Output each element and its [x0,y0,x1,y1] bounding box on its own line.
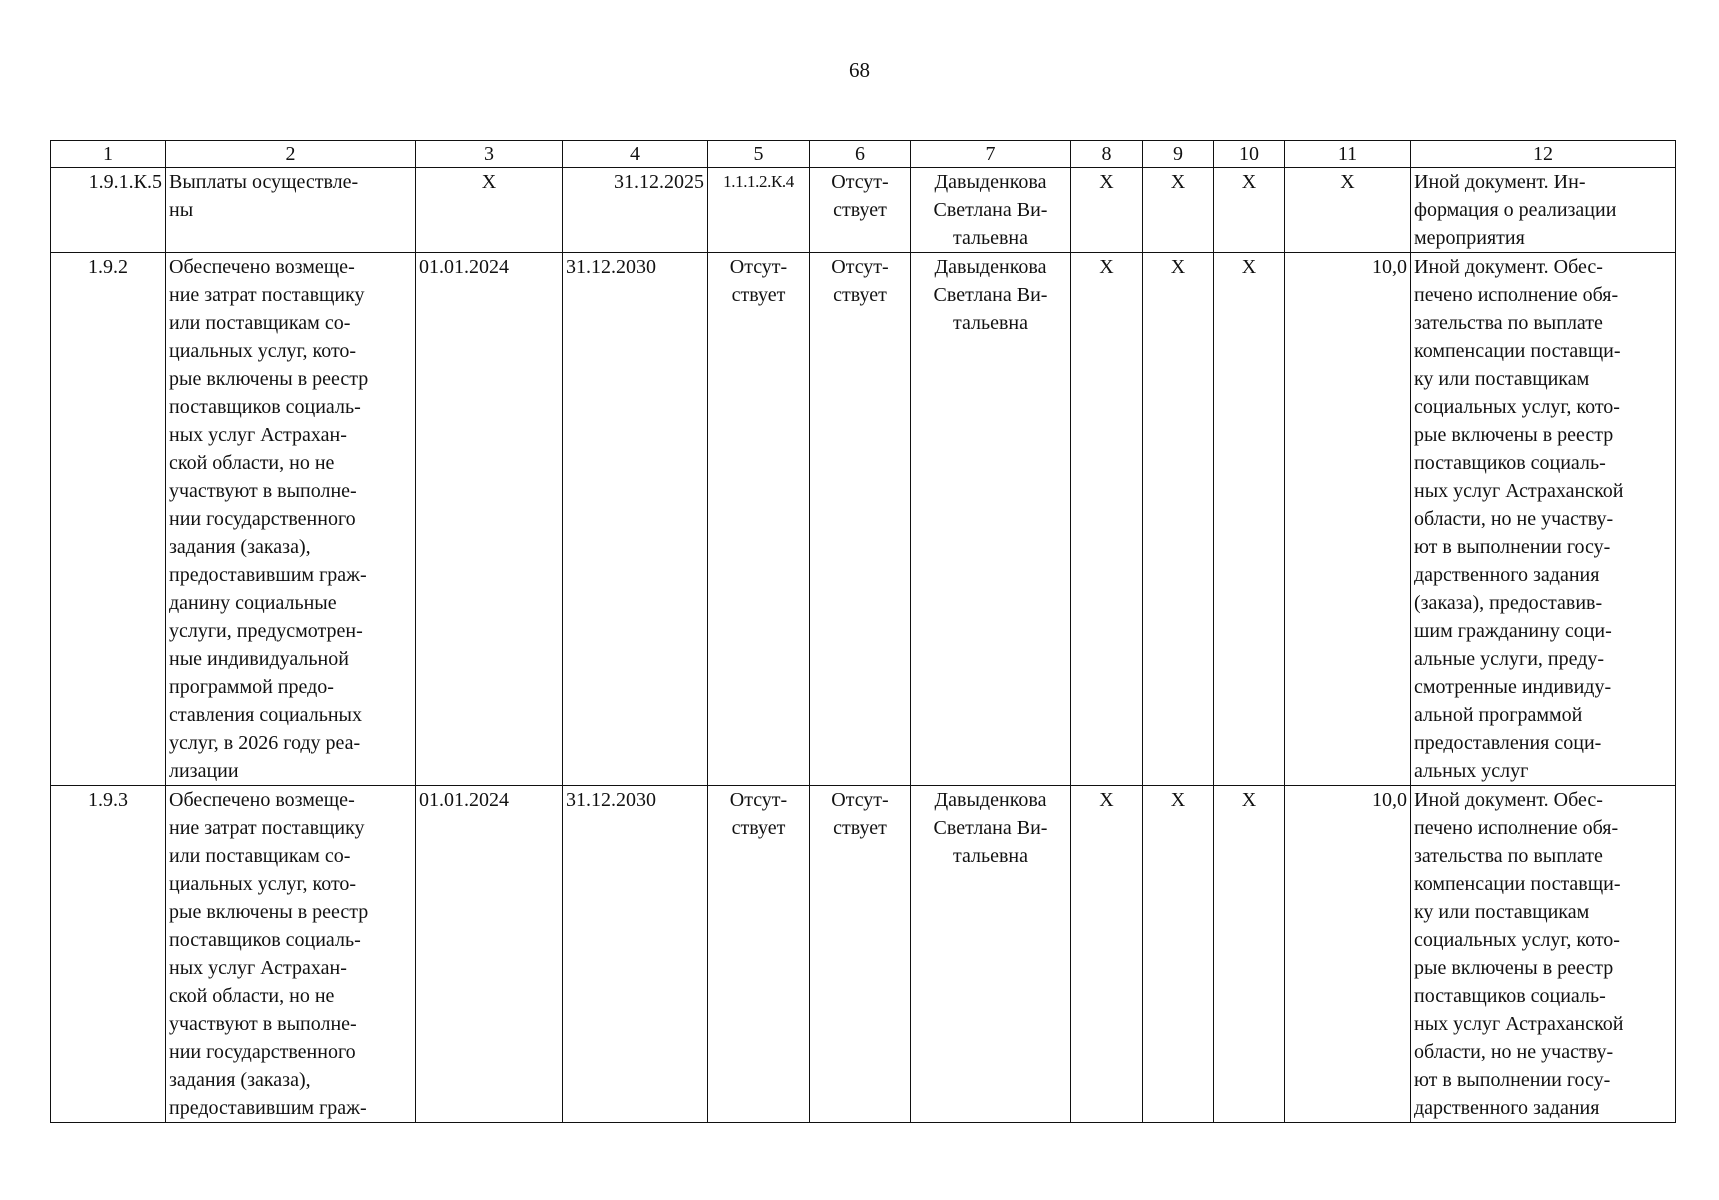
column-6-cell: Отсут- ствует [810,786,911,1123]
column-11-cell: 10,0 [1285,786,1411,1123]
header-cell: 2 [166,141,416,168]
header-cell: 3 [416,141,563,168]
link-cell: Отсут- ствует [708,786,810,1123]
start-date-cell: 01.01.2024 [416,253,563,786]
column-8-cell: Х [1071,253,1143,786]
responsible-cell: Давыденкова Светлана Ви- тальевна [911,253,1071,786]
responsible-cell: Давыденкова Светлана Ви- тальевна [911,786,1071,1123]
page-number: 68 [849,58,870,82]
row-number-cell: 1.9.2 [51,253,166,786]
column-6-cell: Отсут- ствует [810,168,911,253]
link-cell: 1.1.1.2.К.4 [708,168,810,253]
column-8-cell: Х [1071,786,1143,1123]
link-cell: Отсут- ствует [708,253,810,786]
description-cell: Обеспечено возмеще- ние затрат поставщику или поставщикам со- циальных услуг, кото- рые включены в реестр поставщиков социаль- ных услуг Астрахан- ской области, но не участвуют в выполне- нии государственного задания (заказа), предоставившим граж- данину социальные услуги, предусмотрен- ные индивидуальной программой предо- ставления социальных услуг, в 2026 году реа- лизации [166,253,416,786]
column-11-cell: 10,0 [1285,253,1411,786]
column-11-cell: Х [1285,168,1411,253]
row-number-cell: 1.9.1.К.5 [51,168,166,253]
table-row [51,168,1676,253]
header-cell: 9 [1143,141,1214,168]
header-cell: 4 [563,141,708,168]
column-10-cell: Х [1214,253,1285,786]
description-cell: Выплаты осуществле- ны [166,168,416,253]
document-cell: Иной документ. Обес- печено исполнение обя- зательства по выплате компенсации поставщи- ку или поставщикам социальных услуг, кото- рые включены в реестр поставщиков социаль- ных услуг Астраханской области, но не участву- ют в выполнении госу- дарственного задания [1411,786,1676,1123]
header-cell: 7 [911,141,1071,168]
column-10-cell: Х [1214,786,1285,1123]
column-9-cell: Х [1143,168,1214,253]
responsible-cell: Давыденкова Светлана Ви- тальевна [911,168,1071,253]
column-6-cell: Отсут- ствует [810,253,911,786]
header-cell: 11 [1285,141,1411,168]
document-cell: Иной документ. Обес- печено исполнение обя- зательства по выплате компенсации поставщи- ку или поставщикам социальных услуг, кото- рые включены в реестр поставщиков социаль- ных услуг Астраханской области, но не участву- ют в выполнении госу- дарственного задания (заказа), предоставив- шим гражданину соци- альные услуги, преду- смотренные индивиду- альной программой предоставления соци- альных услуг [1411,253,1676,786]
header-cell: 5 [708,141,810,168]
header-cell: 8 [1071,141,1143,168]
column-9-cell: Х [1143,786,1214,1123]
table-header-row [51,141,1676,168]
column-10-cell: Х [1214,168,1285,253]
start-date-cell: Х [416,168,563,253]
end-date-cell: 31.12.2030 [563,786,708,1123]
end-date-cell: 31.12.2030 [563,253,708,786]
table-row [51,253,1676,786]
table-row [51,786,1676,1123]
description-cell: Обеспечено возмеще- ние затрат поставщику или поставщикам со- циальных услуг, кото- рые включены в реестр поставщиков социаль- ных услуг Астрахан- ской области, но не участвуют в выполне- нии государственного задания (заказа), предоставившим граж- [166,786,416,1123]
end-date-cell: 31.12.2025 [563,168,708,253]
start-date-cell: 01.01.2024 [416,786,563,1123]
header-cell: 10 [1214,141,1285,168]
row-number-cell: 1.9.3 [51,786,166,1123]
column-8-cell: Х [1071,168,1143,253]
header-cell: 6 [810,141,911,168]
column-9-cell: Х [1143,253,1214,786]
document-cell: Иной документ. Ин- формация о реализации мероприятия [1411,168,1676,253]
header-cell: 12 [1411,141,1676,168]
document-table [50,140,1676,1123]
header-cell: 1 [51,141,166,168]
